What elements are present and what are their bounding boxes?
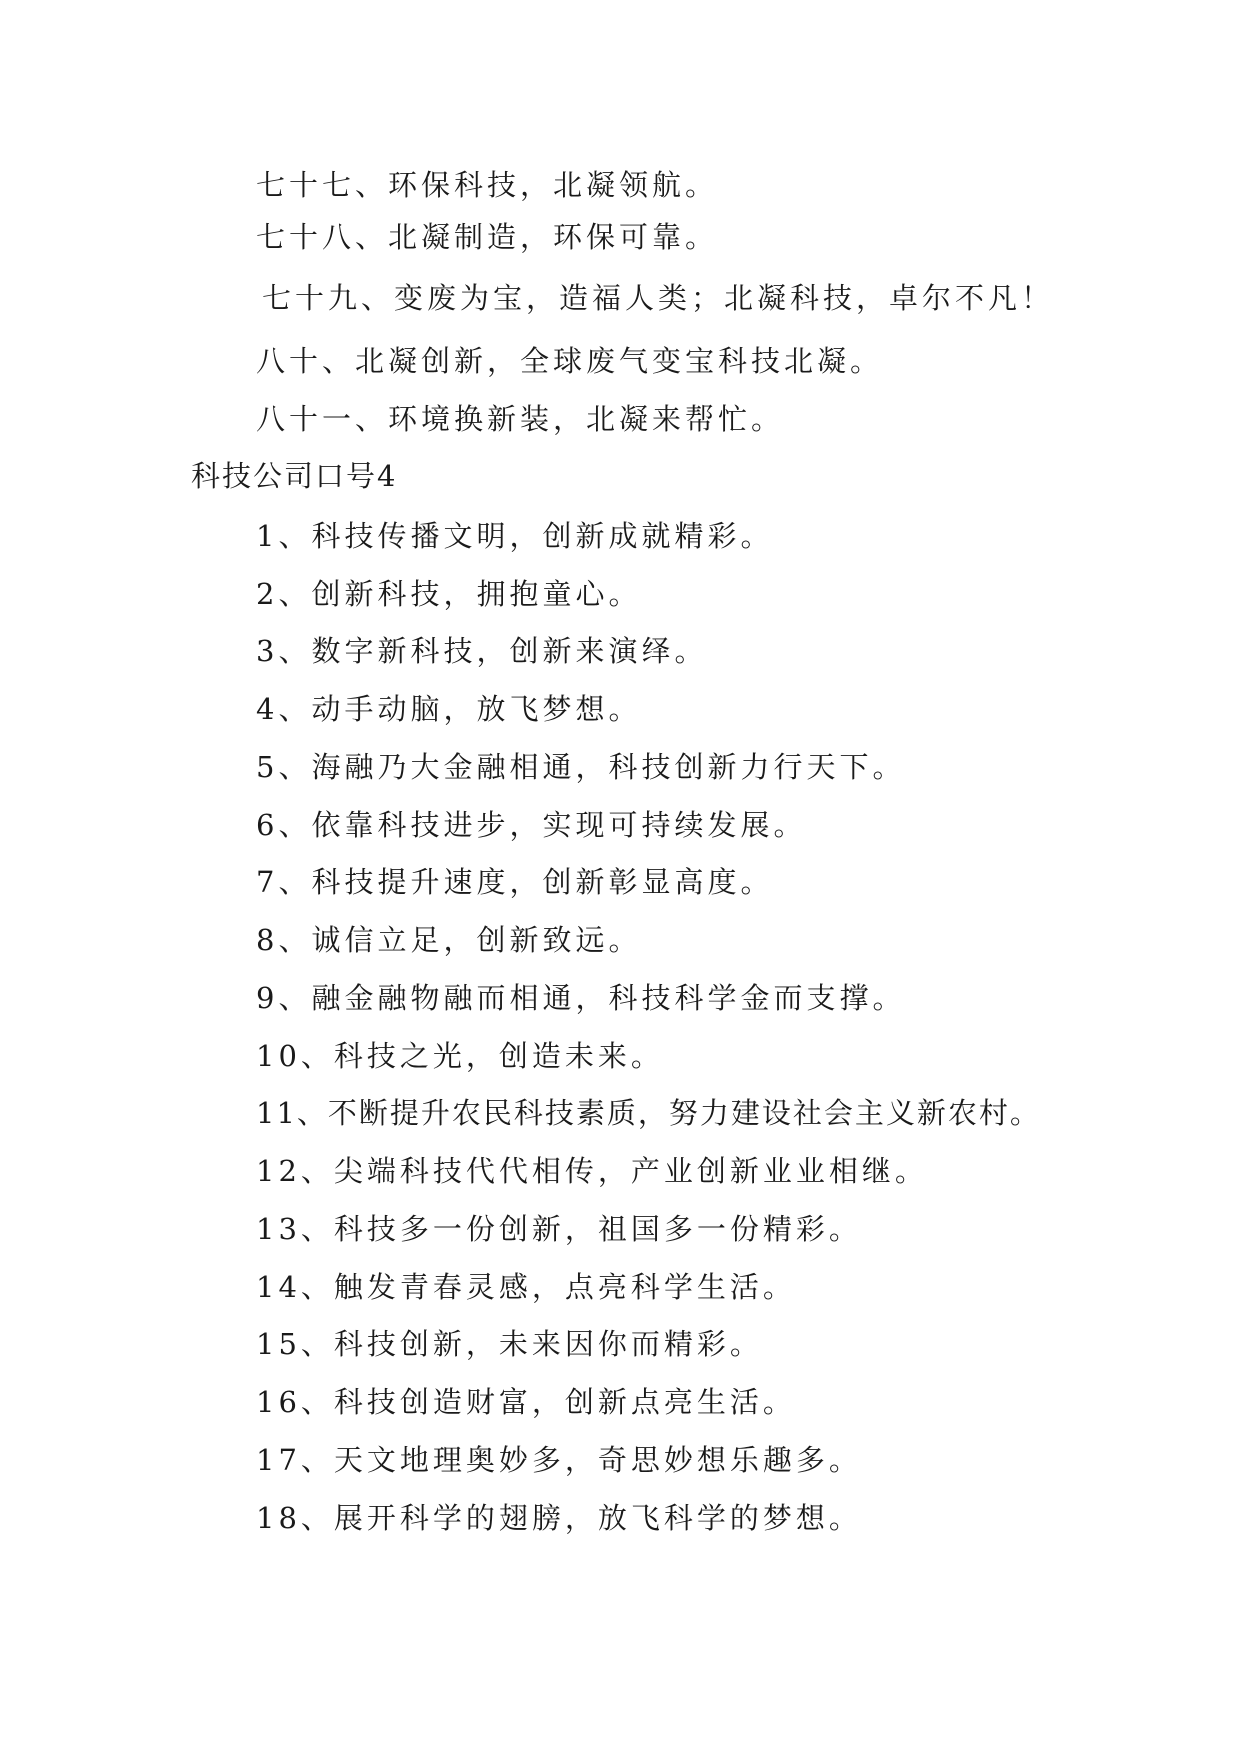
slogan-line-81: 八十一、环境换新装，北凝来帮忙。	[256, 402, 785, 436]
slogan-item-17: 17、天文地理奥妙多，奇思妙想乐趣多。	[256, 1443, 862, 1477]
slogan-item-4: 4、动手动脑，放飞梦想。	[256, 692, 642, 726]
slogan-item-1: 1、科技传播文明，创新成就精彩。	[256, 519, 774, 553]
slogan-item-6: 6、依靠科技进步，实现可持续发展。	[256, 808, 807, 842]
slogan-item-5: 5、海融乃大金融相通，科技创新力行天下。	[256, 750, 906, 784]
slogan-item-13: 13、科技多一份创新，祖国多一份精彩。	[256, 1212, 862, 1246]
slogan-item-7: 7、科技提升速度，创新彰显高度。	[256, 865, 774, 899]
slogan-item-9: 9、融金融物融而相通，科技科学金而支撑。	[256, 981, 906, 1015]
slogan-item-10: 10、科技之光，创造未来。	[256, 1039, 664, 1073]
section-title: 科技公司口号4	[191, 459, 398, 493]
slogan-item-12: 12、尖端科技代代相传，产业创新业业相继。	[256, 1154, 928, 1188]
slogan-line-77: 七十七、环保科技，北凝领航。	[256, 168, 719, 202]
slogan-line-78: 七十八、北凝制造，环保可靠。	[256, 220, 719, 254]
slogan-item-8: 8、诚信立足，创新致远。	[256, 923, 642, 957]
slogan-item-3: 3、数字新科技，创新来演绎。	[256, 634, 708, 668]
slogan-item-18: 18、展开科学的翅膀，放飞科学的梦想。	[256, 1501, 862, 1535]
slogan-item-16: 16、科技创造财富，创新点亮生活。	[256, 1385, 796, 1419]
slogan-item-14: 14、触发青春灵感，点亮科学生活。	[256, 1270, 796, 1304]
slogan-item-2: 2、创新科技，拥抱童心。	[256, 577, 642, 611]
slogan-line-79: 七十九、变废为宝，造福人类；北凝科技，卓尔不凡！	[262, 281, 1055, 315]
slogan-line-80: 八十、北凝创新，全球废气变宝科技北凝。	[256, 344, 884, 378]
slogan-item-15: 15、科技创新，未来因你而精彩。	[256, 1327, 763, 1361]
slogan-item-11: 11、不断提升农民科技素质，努力建设社会主义新农村。	[256, 1096, 1041, 1130]
